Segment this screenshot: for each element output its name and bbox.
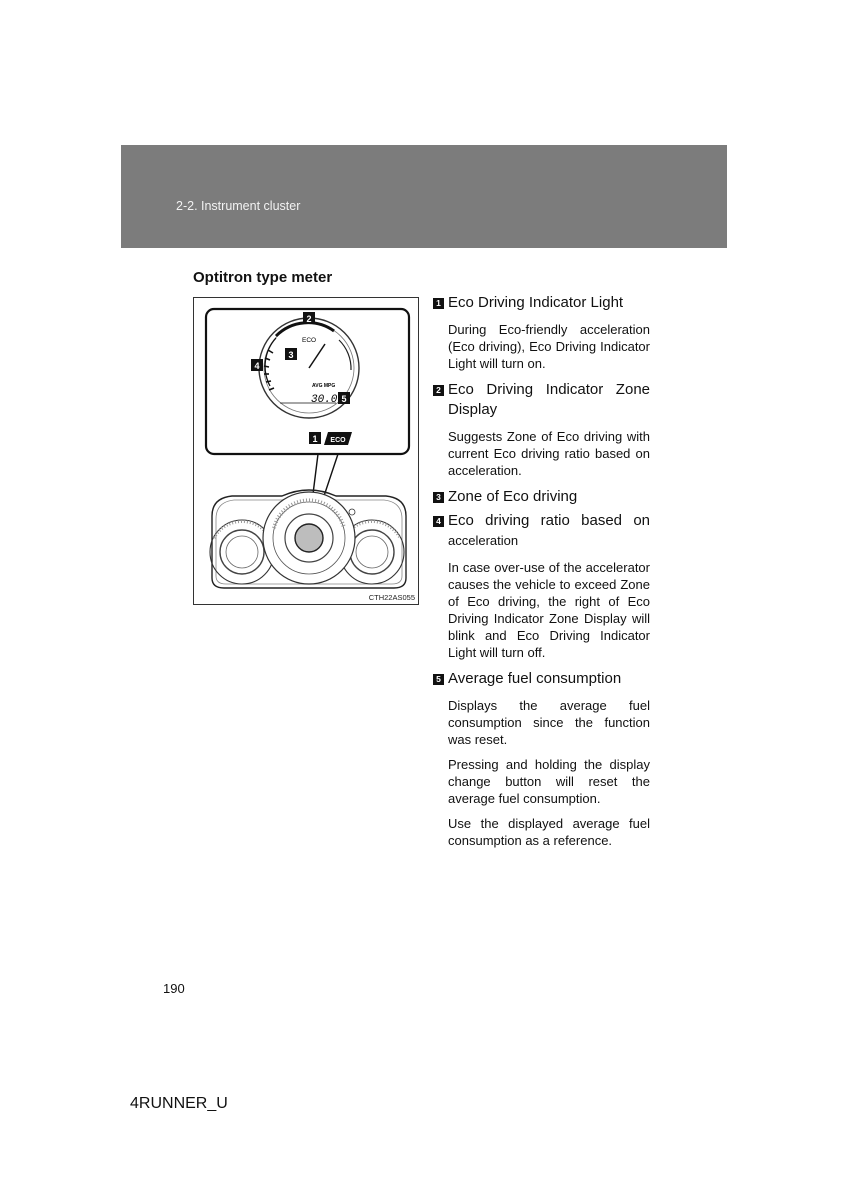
instrument-cluster-figure [193,297,419,605]
item-number-badge: 4 [433,516,444,527]
item-paragraph: During Eco-friendly acceleration (Eco driving), Eco Driving Indicator Light will turn on. [448,322,650,371]
item-title: Eco driving ratio based on [448,512,650,529]
item-2 [433,380,650,479]
mpg-readout: 30.0 [311,394,338,406]
svg-text:ECO: ECO [330,437,346,444]
zoom-callout-box [206,309,409,454]
gauge-needle [309,344,325,368]
svg-text:2: 2 [306,314,312,324]
model-code: 4RUNNER_U [130,1095,228,1112]
callout-badge-4 [251,359,263,371]
item-paragraph: Suggests Zone of Eco driving with current Eco driving ratio based on acceleration. [448,429,650,478]
item-paragraph: In case over-use of the accelerator causes the vehicle to exceed Zone of Eco driving, the right of Eco Driving Indicator Zone Display will blink and Eco Driving Indicator Light will turn off. [448,560,650,660]
svg-text:5: 5 [341,394,347,404]
item-1 [433,293,650,372]
avg-mpg-label: AVG MPG [312,383,336,389]
item-title-continued: acceleration [448,533,519,548]
page-number: 190 [163,981,185,996]
item-title: Average fuel consumption [448,670,622,687]
item-title: Eco Driving Indicator Light [448,294,624,311]
svg-text:3: 3 [288,350,294,360]
center-display [295,524,323,552]
sub-heading: Optitron type meter [193,269,333,286]
callout-badge-2 [303,312,315,324]
svg-text:4: 4 [254,361,260,371]
item-4 [433,511,650,661]
item-title: Zone of Eco driving [448,488,578,505]
instrument-cluster-illustration [194,298,420,606]
callout-badge-5 [338,392,350,404]
svg-text:1: 1 [312,434,318,444]
gauge-eco-label: ECO [302,337,317,344]
item-number-badge: 2 [433,385,444,396]
item-number-badge: 1 [433,298,444,309]
item-number-badge: 5 [433,674,444,685]
figure-code: CTH22AS055 [368,593,415,602]
callout-badge-1 [309,432,321,444]
item-paragraph: Use the displayed average fuel consumption as a reference. [448,816,650,848]
section-label: 2-2. Instrument cluster [176,199,301,213]
item-3 [433,487,650,507]
item-number-badge: 3 [433,492,444,503]
item-paragraph: Pressing and holding the display change button will reset the average fuel consumption. [448,757,650,806]
item-5 [433,669,650,849]
description-column [433,293,650,857]
callout-badge-3 [285,348,297,360]
item-paragraph: Displays the average fuel consumption since the function was reset. [448,698,650,747]
item-title: Eco Driving Indicator Zone Display [448,381,650,418]
header-band [121,145,727,248]
